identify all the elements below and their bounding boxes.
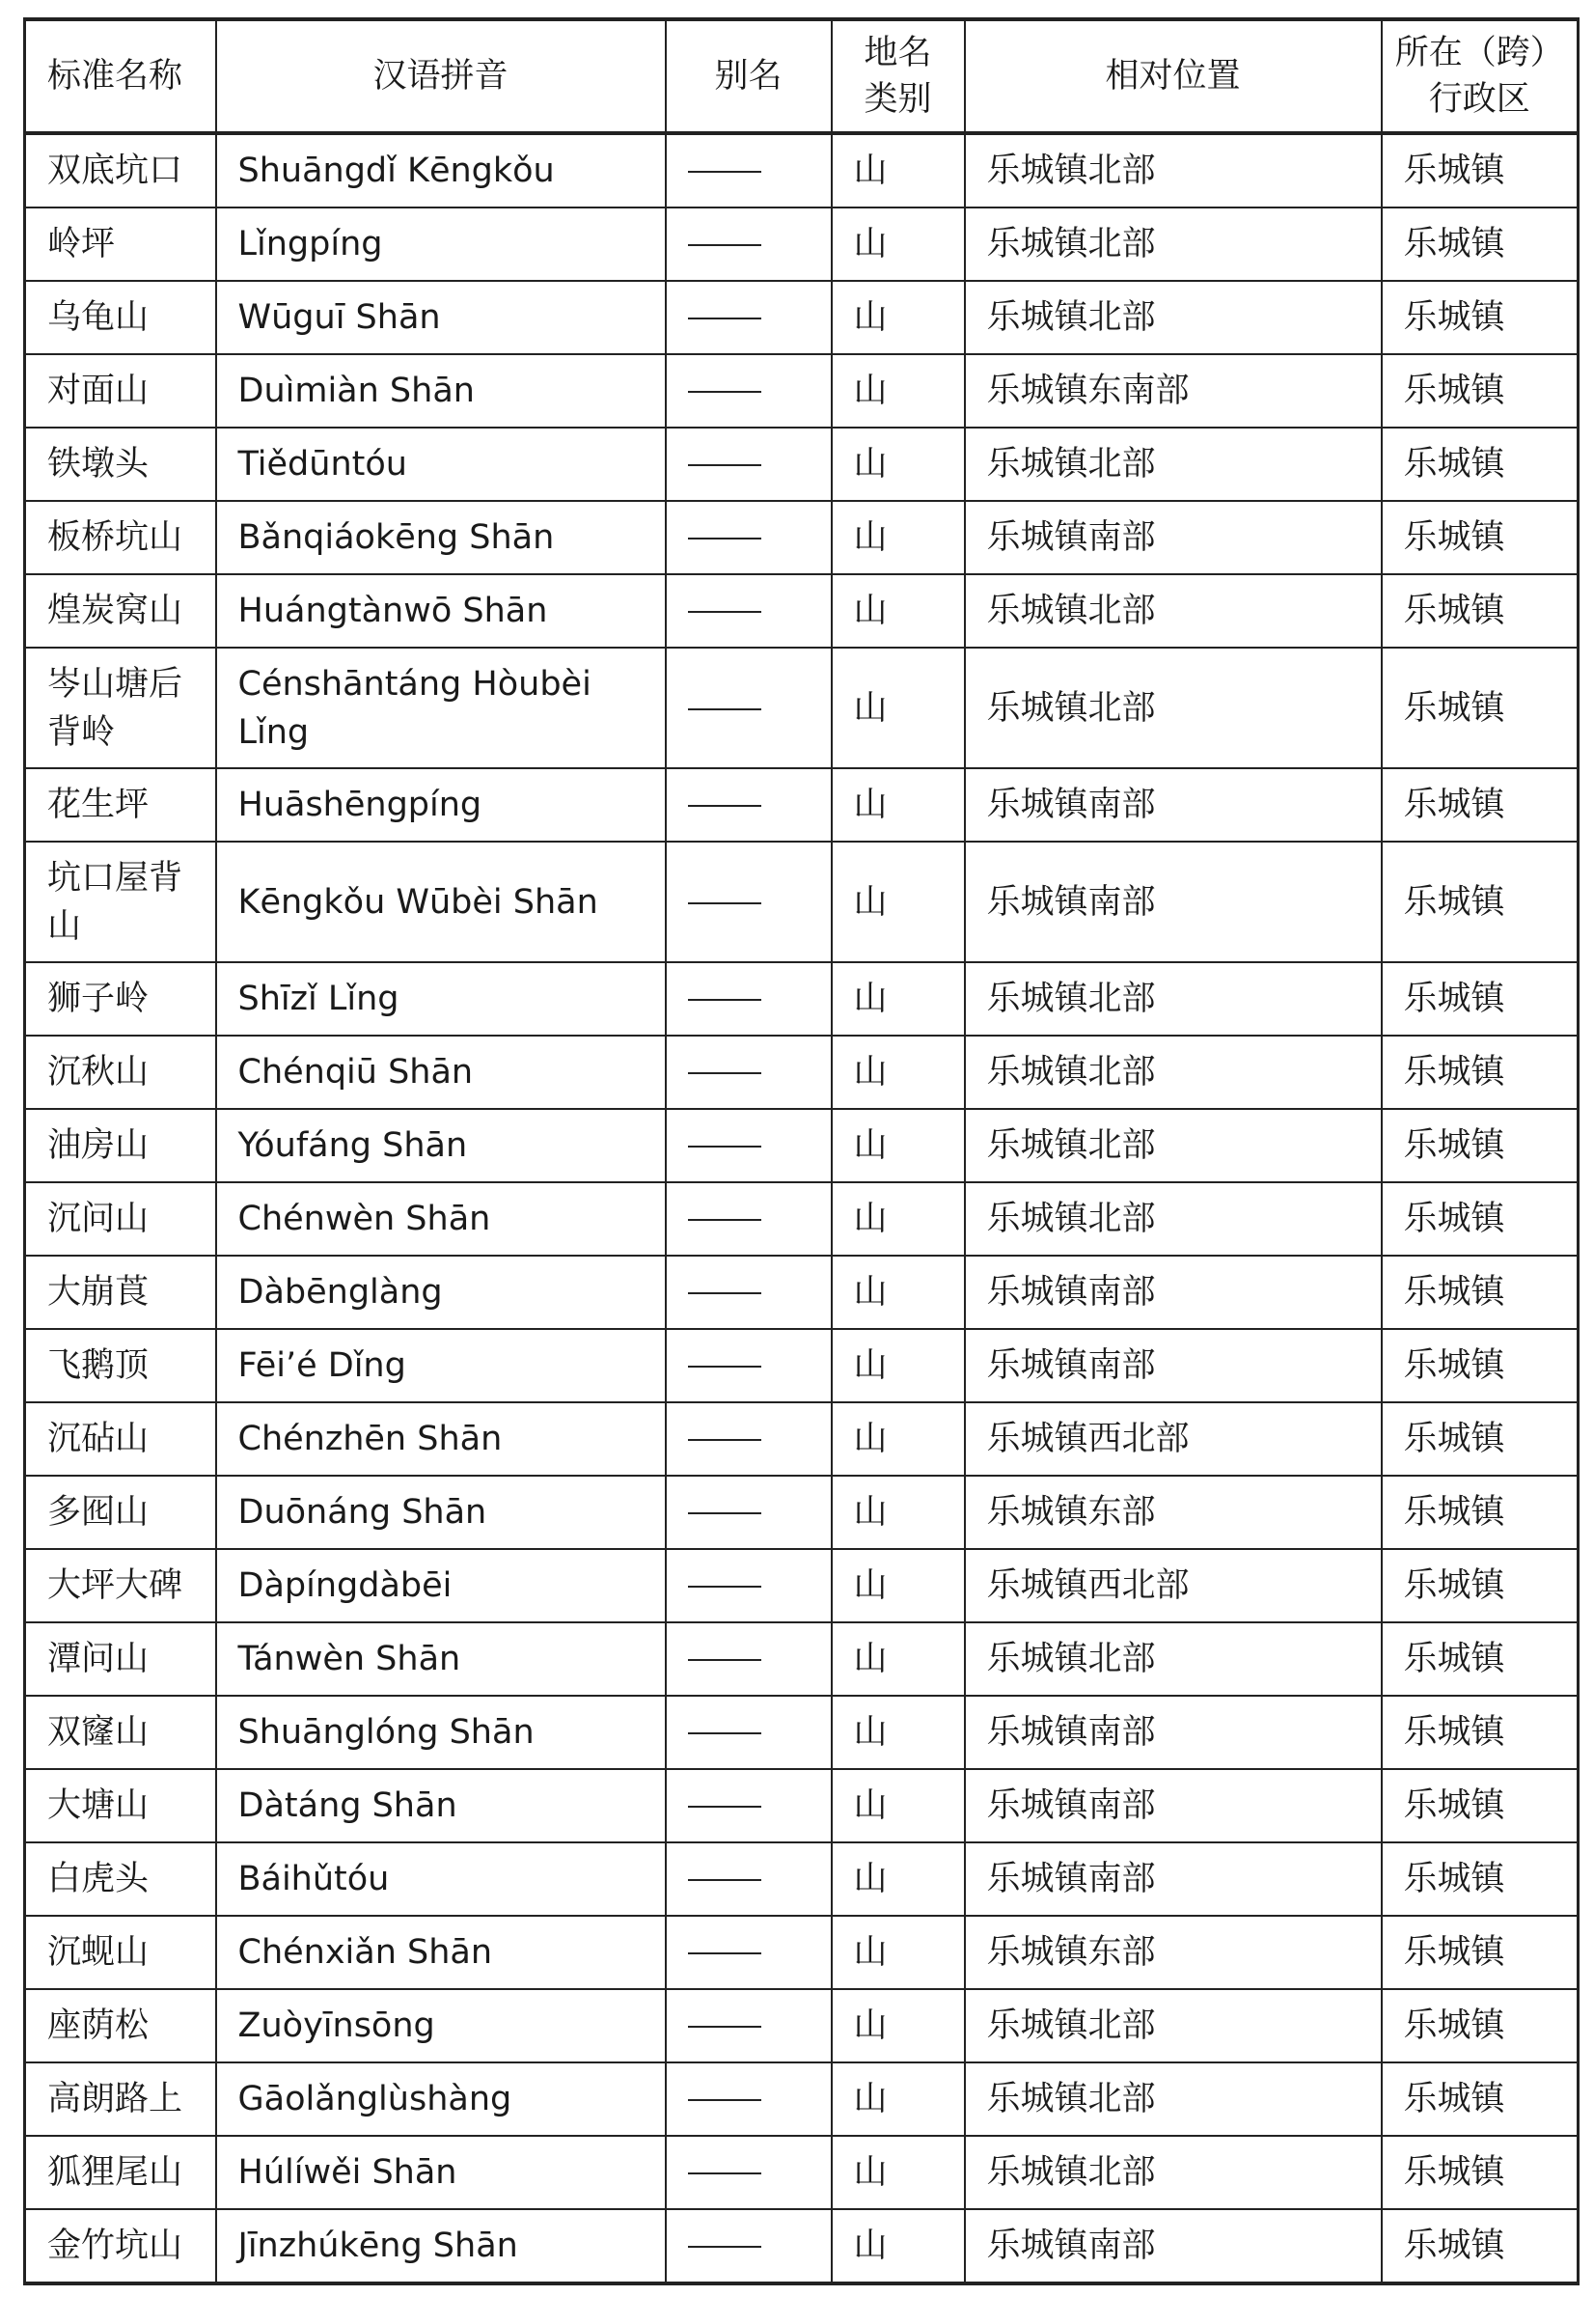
cell-location: 乐城镇北部: [965, 1109, 1382, 1182]
cell-name: 金竹坑山: [25, 2209, 216, 2283]
cell-alias: [666, 1402, 832, 1476]
cell-alias: [666, 354, 832, 428]
cell-location: 乐城镇北部: [965, 2062, 1382, 2136]
header-admin-line1: 所在（跨）: [1394, 34, 1564, 72]
cell-alias: [666, 208, 832, 281]
cell-category: 山: [832, 842, 965, 962]
cell-alias: [666, 1476, 832, 1549]
empty-alias-dash: [688, 611, 761, 613]
empty-alias-dash: [688, 1879, 761, 1881]
table-row: [25, 1696, 1579, 1769]
cell-alias: [666, 1622, 832, 1696]
cell-alias: [666, 133, 832, 208]
table-row: [25, 1549, 1579, 1622]
cell-location: 乐城镇北部: [965, 1182, 1382, 1256]
place-name-table: [23, 17, 1580, 2285]
empty-alias-dash: [688, 318, 761, 319]
cell-pinyin: Dàpíngdàbēi: [216, 1549, 666, 1622]
table-header-row: [25, 19, 1579, 133]
table-row: [25, 962, 1579, 1036]
empty-alias-dash: [688, 902, 761, 904]
cell-category: 山: [832, 1842, 965, 1916]
cell-name: 沉问山: [25, 1182, 216, 1256]
cell-name: 狮子岭: [25, 962, 216, 1036]
table-row: [25, 281, 1579, 354]
cell-name: 白虎头: [25, 1842, 216, 1916]
cell-admin: 乐城镇: [1382, 2136, 1579, 2209]
cell-pinyin: Yóufáng Shān: [216, 1109, 666, 1182]
cell-category: 山: [832, 768, 965, 842]
cell-admin: 乐城镇: [1382, 354, 1579, 428]
empty-alias-dash: [688, 2026, 761, 2028]
table-row: [25, 1329, 1579, 1402]
cell-pinyin: Chénwèn Shān: [216, 1182, 666, 1256]
cell-admin: 乐城镇: [1382, 208, 1579, 281]
table-row: [25, 1109, 1579, 1182]
empty-alias-dash: [688, 244, 761, 246]
cell-alias: [666, 1989, 832, 2062]
cell-alias: [666, 648, 832, 768]
cell-category: 山: [832, 354, 965, 428]
cell-name: 狐狸尾山: [25, 2136, 216, 2209]
cell-name: 坑口屋背山: [25, 842, 216, 962]
empty-alias-dash: [688, 1146, 761, 1148]
empty-alias-dash: [688, 464, 761, 466]
cell-pinyin: Duōnáng Shān: [216, 1476, 666, 1549]
table-body: [25, 133, 1579, 2283]
cell-name: 乌龟山: [25, 281, 216, 354]
cell-admin: 乐城镇: [1382, 1622, 1579, 1696]
empty-alias-dash: [688, 1586, 761, 1588]
cell-pinyin: Dàtáng Shān: [216, 1769, 666, 1842]
table-row: [25, 1036, 1579, 1109]
cell-name: 座荫松: [25, 1989, 216, 2062]
cell-name: 潭问山: [25, 1622, 216, 1696]
cell-location: 乐城镇南部: [965, 2209, 1382, 2283]
cell-location: 乐城镇南部: [965, 768, 1382, 842]
table-row: [25, 133, 1579, 208]
table-row: [25, 1622, 1579, 1696]
cell-admin: 乐城镇: [1382, 1696, 1579, 1769]
table-row: [25, 1769, 1579, 1842]
empty-alias-dash: [688, 805, 761, 807]
cell-alias: [666, 1036, 832, 1109]
cell-admin: 乐城镇: [1382, 1256, 1579, 1329]
cell-pinyin: Lǐngpíng: [216, 208, 666, 281]
cell-pinyin: Gāolǎnglùshàng: [216, 2062, 666, 2136]
table-row: [25, 1476, 1579, 1549]
cell-location: 乐城镇东部: [965, 1916, 1382, 1989]
cell-name: 沉蚬山: [25, 1916, 216, 1989]
cell-name: 煌炭窝山: [25, 574, 216, 648]
cell-name: 沉砧山: [25, 1402, 216, 1476]
table-row: [25, 354, 1579, 428]
table-row: [25, 501, 1579, 574]
cell-category: 山: [832, 574, 965, 648]
cell-location: 乐城镇北部: [965, 574, 1382, 648]
cell-pinyin: Duìmiàn Shān: [216, 354, 666, 428]
cell-alias: [666, 1696, 832, 1769]
cell-pinyin: Shīzǐ Lǐng: [216, 962, 666, 1036]
empty-alias-dash: [688, 1366, 761, 1368]
cell-admin: 乐城镇: [1382, 501, 1579, 574]
cell-category: 山: [832, 501, 965, 574]
cell-admin: 乐城镇: [1382, 428, 1579, 501]
cell-location: 乐城镇西北部: [965, 1549, 1382, 1622]
cell-name: 大塘山: [25, 1769, 216, 1842]
cell-name: 飞鹅顶: [25, 1329, 216, 1402]
header-category: [832, 19, 965, 133]
table-row: [25, 1842, 1579, 1916]
cell-pinyin: Chénqiū Shān: [216, 1036, 666, 1109]
cell-name: 油房山: [25, 1109, 216, 1182]
cell-name: 对面山: [25, 354, 216, 428]
table-row: [25, 1402, 1579, 1476]
cell-name: 双底坑口: [25, 133, 216, 208]
table-row: [25, 1989, 1579, 2062]
cell-pinyin: Báihǔtóu: [216, 1842, 666, 1916]
cell-alias: [666, 574, 832, 648]
cell-admin: 乐城镇: [1382, 1476, 1579, 1549]
cell-location: 乐城镇北部: [965, 281, 1382, 354]
cell-location: 乐城镇南部: [965, 842, 1382, 962]
header-name: 标准名称: [25, 19, 216, 133]
cell-category: 山: [832, 133, 965, 208]
cell-alias: [666, 1256, 832, 1329]
cell-pinyin: Kēngkǒu Wūbèi Shān: [216, 842, 666, 962]
cell-admin: 乐城镇: [1382, 133, 1579, 208]
empty-alias-dash: [688, 1439, 761, 1441]
cell-category: 山: [832, 1549, 965, 1622]
cell-name: 岑山塘后背岭: [25, 648, 216, 768]
cell-alias: [666, 1769, 832, 1842]
cell-location: 乐城镇北部: [965, 1036, 1382, 1109]
table-row: [25, 208, 1579, 281]
cell-name: 大坪大碑: [25, 1549, 216, 1622]
cell-pinyin: Cénshāntáng Hòubèi Lǐng: [216, 648, 666, 768]
cell-alias: [666, 842, 832, 962]
header-alias: 别名: [666, 19, 832, 133]
cell-pinyin: Dàbēnglàng: [216, 1256, 666, 1329]
cell-name: 岭坪: [25, 208, 216, 281]
cell-category: 山: [832, 1769, 965, 1842]
cell-category: 山: [832, 1622, 965, 1696]
cell-location: 乐城镇北部: [965, 2136, 1382, 2209]
cell-location: 乐城镇南部: [965, 501, 1382, 574]
cell-category: 山: [832, 1182, 965, 1256]
cell-location: 乐城镇北部: [965, 428, 1382, 501]
cell-alias: [666, 428, 832, 501]
cell-pinyin: Jīnzhúkēng Shān: [216, 2209, 666, 2283]
empty-alias-dash: [688, 999, 761, 1001]
cell-location: 乐城镇北部: [965, 1989, 1382, 2062]
cell-location: 乐城镇北部: [965, 208, 1382, 281]
empty-alias-dash: [688, 708, 761, 710]
cell-name: 板桥坑山: [25, 501, 216, 574]
cell-pinyin: Shuānglóng Shān: [216, 1696, 666, 1769]
header-location: 相对位置: [965, 19, 1382, 133]
table-row: [25, 2136, 1579, 2209]
cell-category: 山: [832, 208, 965, 281]
cell-alias: [666, 1182, 832, 1256]
empty-alias-dash: [688, 171, 761, 173]
cell-alias: [666, 2136, 832, 2209]
cell-name: 高朗路上: [25, 2062, 216, 2136]
cell-pinyin: Chénzhēn Shān: [216, 1402, 666, 1476]
cell-pinyin: Huāshēngpíng: [216, 768, 666, 842]
cell-admin: 乐城镇: [1382, 1989, 1579, 2062]
cell-admin: 乐城镇: [1382, 1769, 1579, 1842]
table-row: [25, 2062, 1579, 2136]
cell-location: 乐城镇南部: [965, 1842, 1382, 1916]
empty-alias-dash: [688, 1806, 761, 1808]
table-row: [25, 1182, 1579, 1256]
cell-admin: 乐城镇: [1382, 281, 1579, 354]
cell-alias: [666, 768, 832, 842]
cell-location: 乐城镇东部: [965, 1476, 1382, 1549]
cell-category: 山: [832, 1402, 965, 1476]
header-category-line2: 类别: [864, 80, 932, 119]
table-row: [25, 1916, 1579, 1989]
header-pinyin: 汉语拼音: [216, 19, 666, 133]
cell-pinyin: Huángtànwō Shān: [216, 574, 666, 648]
cell-category: 山: [832, 1696, 965, 1769]
table-row: [25, 428, 1579, 501]
cell-category: 山: [832, 2209, 965, 2283]
header-category-line1: 地名: [864, 34, 932, 72]
cell-name: 铁墩头: [25, 428, 216, 501]
cell-category: 山: [832, 281, 965, 354]
empty-alias-dash: [688, 538, 761, 540]
empty-alias-dash: [688, 1512, 761, 1514]
cell-name: 大崩莨: [25, 1256, 216, 1329]
cell-admin: 乐城镇: [1382, 962, 1579, 1036]
cell-category: 山: [832, 1989, 965, 2062]
cell-alias: [666, 2062, 832, 2136]
table-row: [25, 1256, 1579, 1329]
table-row: [25, 768, 1579, 842]
cell-category: 山: [832, 1476, 965, 1549]
header-admin: [1382, 19, 1579, 133]
cell-alias: [666, 2209, 832, 2283]
cell-category: 山: [832, 2062, 965, 2136]
empty-alias-dash: [688, 391, 761, 393]
cell-alias: [666, 962, 832, 1036]
cell-category: 山: [832, 1036, 965, 1109]
cell-admin: 乐城镇: [1382, 1036, 1579, 1109]
empty-alias-dash: [688, 2172, 761, 2174]
cell-alias: [666, 1916, 832, 1989]
cell-admin: 乐城镇: [1382, 1182, 1579, 1256]
cell-name: 沉秋山: [25, 1036, 216, 1109]
cell-pinyin: Fēi’é Dǐng: [216, 1329, 666, 1402]
table-row: [25, 574, 1579, 648]
empty-alias-dash: [688, 2246, 761, 2248]
cell-admin: 乐城镇: [1382, 1109, 1579, 1182]
cell-pinyin: Zuòyīnsōng: [216, 1989, 666, 2062]
cell-location: 乐城镇西北部: [965, 1402, 1382, 1476]
cell-location: 乐城镇南部: [965, 1329, 1382, 1402]
cell-location: 乐城镇南部: [965, 1769, 1382, 1842]
cell-admin: 乐城镇: [1382, 1842, 1579, 1916]
cell-category: 山: [832, 1256, 965, 1329]
cell-location: 乐城镇北部: [965, 648, 1382, 768]
empty-alias-dash: [688, 1952, 761, 1954]
empty-alias-dash: [688, 2099, 761, 2101]
cell-admin: 乐城镇: [1382, 2209, 1579, 2283]
table-row: [25, 842, 1579, 962]
empty-alias-dash: [688, 1292, 761, 1294]
cell-admin: 乐城镇: [1382, 2062, 1579, 2136]
cell-name: 双窿山: [25, 1696, 216, 1769]
cell-name: 多囮山: [25, 1476, 216, 1549]
cell-admin: 乐城镇: [1382, 648, 1579, 768]
cell-admin: 乐城镇: [1382, 1916, 1579, 1989]
cell-alias: [666, 1109, 832, 1182]
cell-location: 乐城镇北部: [965, 1622, 1382, 1696]
cell-location: 乐城镇北部: [965, 962, 1382, 1036]
cell-pinyin: Shuāngdǐ Kēngkǒu: [216, 133, 666, 208]
cell-category: 山: [832, 1109, 965, 1182]
header-admin-line2: 行政区: [1428, 80, 1530, 119]
cell-admin: 乐城镇: [1382, 1329, 1579, 1402]
cell-location: 乐城镇北部: [965, 133, 1382, 208]
cell-pinyin: Chénxiǎn Shān: [216, 1916, 666, 1989]
table-row: [25, 2209, 1579, 2283]
cell-category: 山: [832, 962, 965, 1036]
cell-location: 乐城镇南部: [965, 1696, 1382, 1769]
cell-admin: 乐城镇: [1382, 1549, 1579, 1622]
empty-alias-dash: [688, 1659, 761, 1661]
cell-pinyin: Wūguī Shān: [216, 281, 666, 354]
cell-alias: [666, 501, 832, 574]
cell-admin: 乐城镇: [1382, 768, 1579, 842]
cell-alias: [666, 281, 832, 354]
cell-location: 乐城镇南部: [965, 1256, 1382, 1329]
cell-category: 山: [832, 1916, 965, 1989]
cell-category: 山: [832, 1329, 965, 1402]
cell-alias: [666, 1842, 832, 1916]
cell-pinyin: Tánwèn Shān: [216, 1622, 666, 1696]
empty-alias-dash: [688, 1072, 761, 1074]
cell-alias: [666, 1549, 832, 1622]
cell-pinyin: Húlíwěi Shān: [216, 2136, 666, 2209]
cell-admin: 乐城镇: [1382, 842, 1579, 962]
cell-location: 乐城镇东南部: [965, 354, 1382, 428]
cell-pinyin: Bǎnqiáokēng Shān: [216, 501, 666, 574]
cell-category: 山: [832, 428, 965, 501]
empty-alias-dash: [688, 1219, 761, 1221]
cell-category: 山: [832, 2136, 965, 2209]
cell-name: 花生坪: [25, 768, 216, 842]
table-row: [25, 648, 1579, 768]
cell-alias: [666, 1329, 832, 1402]
cell-admin: 乐城镇: [1382, 574, 1579, 648]
cell-pinyin: Tiědūntóu: [216, 428, 666, 501]
empty-alias-dash: [688, 1732, 761, 1734]
cell-admin: 乐城镇: [1382, 1402, 1579, 1476]
cell-category: 山: [832, 648, 965, 768]
